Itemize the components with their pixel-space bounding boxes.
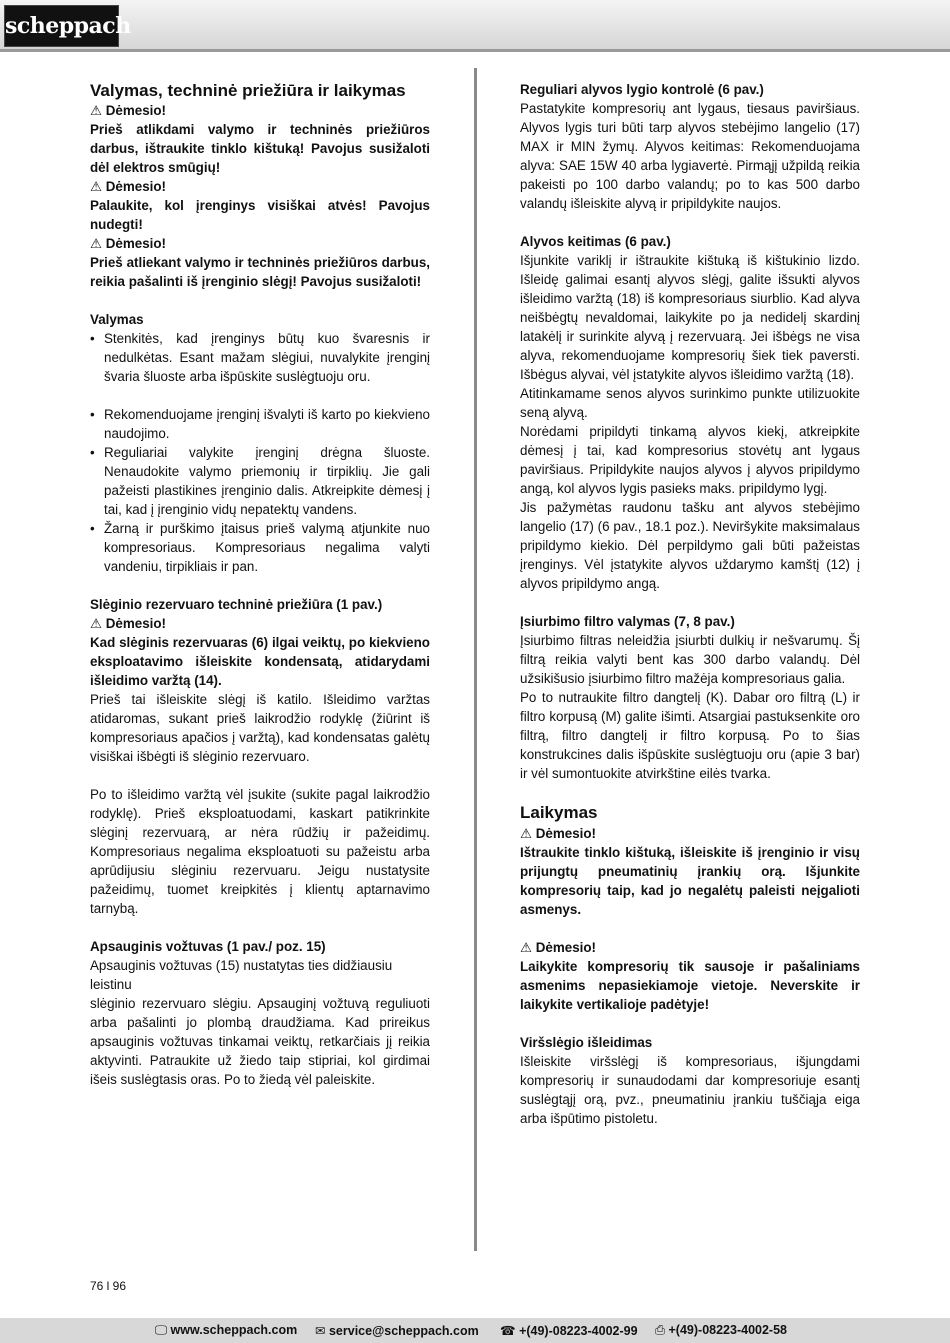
heading-oil-check: Reguliari alyvos lygio kontrolė (6 pav.) [520,82,764,97]
footer-email[interactable] [315,1323,479,1338]
paragraph: Apsauginis vožtuvas (15) nustatytas ties didžiausiu leistinu [90,958,393,992]
phone-icon: ☎ [500,1324,516,1338]
warning-text: Palaukite, kol įrenginys visiškai atvės! Pavojus nudegti! [90,198,430,232]
heading-cleaning: Valymas [90,312,144,327]
left-column [90,80,430,1089]
column-divider [474,68,477,1251]
page-number: 76 l 96 [90,1279,127,1293]
heading-oil-change: Alyvos keitimas (6 pav.) [520,234,671,249]
paragraph: Atitinkamame senos alyvos surinkimo punkte utilizuokite seną alyvą. [520,386,860,420]
header-bar [0,0,950,52]
paragraph: Jis pažymėtas raudonu tašku ant alyvos stebėjimo langelio (17) (6 pav., 18.1 poz.). Neviršykite maksimalaus pripildymo kiekio. Dėl perpildymo gali būti pažeistas įrenginys. Vėl įstatykite alyvos uždarymo kamštį (12) į alyvos pripildymo angą. [520,500,860,591]
warning-text: Prieš atlikdami valymo ir techninės priežiūros darbus, ištraukite tinklo kištuką! Pavojus susižaloti dėl elektros smūgių! [90,122,430,175]
footer-phone-text: +(49)-08223-4002-99 [519,1324,638,1338]
warning-label: ⚠ Dėmesio! [90,616,167,631]
paragraph: Pastatykite kompresorių ant lygaus, tiesaus paviršiaus. Alyvos lygis turi būti tarp alyvos stebėjimo langelio (17) MAX ir MIN žymų. Alyvos keitimas: Rekomenduojama alyva: SAE 15W 40 arba lygiavertė. Pirmąjį užpildą reikia pakeisti po 100 darbo valandų; po to kas 500 darbo valandų išleiskite alyvą ir pripildykite naujos. [520,101,860,211]
scheppach-logo: scheppach [4,5,119,47]
list-item: • Žarną ir purškimo įtaisus prieš valymą atjunkite nuo kompresoriaus. Kompresoriaus negalima valyti vandeniu, tirpikliais ir pan. [90,519,430,576]
warning-text: Laikykite kompresorių tik sausoje ir pašaliniams asmenims nepasiekiamoje vietoje. Neverskite ir laikykite vertikalioje padėtyje! [520,959,860,1012]
section-title-maintenance: Valymas, techninė priežiūra ir laikymas [90,81,406,100]
list-item: • Reguliariai valykite įrenginį drėgna šluoste. Nenaudokite valymo priemonių ir tirpiklių. Jie gali pažeisti plastikines įrenginio dalis. Atkreipkite dėmesį į tai, kad į įrenginio vidų nepatektų vandens. [90,443,430,519]
list-item: • Rekomenduojame įrenginį išvalyti iš karto po kiekvieno naudojimo. [90,405,430,443]
footer-fax-text: +(49)-08223-4002-58 [668,1323,787,1337]
paragraph: Norėdami pripildyti tinkamą alyvos kiekį, atkreipkite dėmesį į tai, kad kompresorius stovėtų ant lygaus paviršiaus. Pripildykite naujos alyvos į alyvos pripildymo angą, kol alyvos lygis pasieks maks. pripildymo lygį. [520,424,860,496]
paragraph: slėginio rezervuaro slėgiu. Apsauginį vožtuvą reguliuoti arba pašalinti jo plombą draudžiama. Kad prireikus apsauginis vožtuvas tinkamai veiktų, retkarčiais jį reikia aktyvinti. Patraukite už žiedo taip stipriai, kol girdimai išeis suslėgtasis oras. Po to žiedą vėl paleiskite. [90,996,430,1087]
monitor-icon: 🖵 [155,1323,168,1337]
paragraph: Įsiurbimo filtras neleidžia įsiurbti dulkių ir nešvarumų. Šį filtrą reikia valyti bent kas 300 darbo valandų. Dėl užsikišusio įsiurbimo filtro mažėja kompresoriaus galia. [520,633,860,686]
cleaning-list [90,329,430,386]
footer-web-text: www.scheppach.com [170,1323,298,1337]
footer-bar [0,1318,950,1343]
footer-email-text: service@scheppach.com [328,1324,479,1338]
warning-text: Ištraukite tinklo kištuką, išleiskite iš įrenginio ir visų prijungtų pneumatinių įrankių orą. Išjunkite kompresorių taip, kad jo negalėtų paleisti neįgalioti asmenys. [520,845,860,917]
footer-web[interactable] [155,1323,297,1338]
fax-icon: ⎙ [655,1323,666,1337]
warning-text: Kad slėginis rezervuaras (6) ilgai veiktų, po kiekvieno eksploatavimo išleiskite kondensatą, atidarydami išleidimo varžtą (14). [90,635,430,688]
warning-label: ⚠ Dėmesio! [90,103,167,118]
mail-icon: ✉ [315,1324,326,1338]
warning-label: ⚠ Dėmesio! [90,179,167,194]
list-item: • Stenkitės, kad įrenginys būtų kuo švaresnis ir nedulkėtas. Esant mažam slėgiui, nuvalykite įrenginį švaria šluoste arba išpūskite suslėgtuoju oru. [90,329,430,386]
heading-intake-filter: Įsiurbimo filtro valymas (7, 8 pav.) [520,614,735,629]
section-title-storage: Laikymas [520,803,598,822]
footer-fax [655,1323,787,1338]
paragraph: Išjunkite variklį ir ištraukite kištuką iš kištukinio lizdo. Išleidę galimai esantį alyvos slėgį, galite išsukti alyvos išleidimo varžtą (18) iš kompresoriaus siurblio. Kad alyva neišbėgtų nevaldomai, laikykite po ja nedidelį skardinį latakėlį ir surinkite alyvą į rezervuarą. Jei išbėgs ne visa alyva, rekomenduojame kompresorių šiek tiek paversti. Išbėgus alyvai, vėl įstatykite alyvos išleidimo varžtą (18). [520,253,860,382]
heading-safety-valve: Apsauginis vožtuvas (1 pav./ poz. 15) [90,939,326,954]
cleaning-list [90,405,430,576]
warning-label: ⚠ Dėmesio! [520,826,597,841]
heading-tank-maintenance: Slėginio rezervuaro techninė priežiūra (1 pav.) [90,597,383,612]
warning-label: ⚠ Dėmesio! [90,236,167,251]
warning-text: Prieš atliekant valymo ir techninės priežiūros darbus, reikia pašalinti iš įrenginio slėgį! Pavojus susižaloti! [90,255,430,289]
paragraph: Po to išleidimo varžtą vėl įsukite (sukite pagal laikrodžio rodyklę). Prieš eksploatuodami, kaskart patikrinkite slėginį rezervuarą, ar nėra rūdžių ir pažeidimų. Kompresoriaus negalima eksploatuoti su pažeistu arba aprūdijusiu slėginiu rezervuaru. Jeigu nustatysite pažeidimų, tuomet kreipkitės į klientų aptarnavimo tarnybą. [90,787,430,916]
paragraph: Prieš tai išleiskite slėgį iš katilo. Išleidimo varžtas atidaromas, sukant prieš laikrodžio rodyklę (žiūrint iš kompresoriaus apačios į varžtą), kad kondensatas galėtų visiškai išbėgti iš slėginio rezervuaro. [90,692,430,764]
warning-label: ⚠ Dėmesio! [520,940,597,955]
heading-overpressure: Viršslėgio išleidimas [520,1035,653,1050]
right-column [520,80,860,1128]
paragraph: Išleiskite viršslėgį iš kompresoriaus, išjungdami kompresorių ir sunaudodami dar kompresoriuje esantį suslėgtąjį orą, pvz., pneumatiniu įrankiu tuščiąja eiga arba išpūtimo pistoletu. [520,1054,860,1126]
footer-phone [500,1323,638,1338]
paragraph: Po to nutraukite filtro dangtelį (K). Dabar oro filtrą (L) ir filtro korpusą (M) galite išimti. Atsargiai pastuksenkite oro filtrą, filtro dangtelį ir filtro korpusą. Po to šias konstrukcines dalis išpūskite suslėgtuoju oru (apie 3 bar) ir vėl sumontuokite atvirkštine eilės tvarka. [520,690,860,781]
